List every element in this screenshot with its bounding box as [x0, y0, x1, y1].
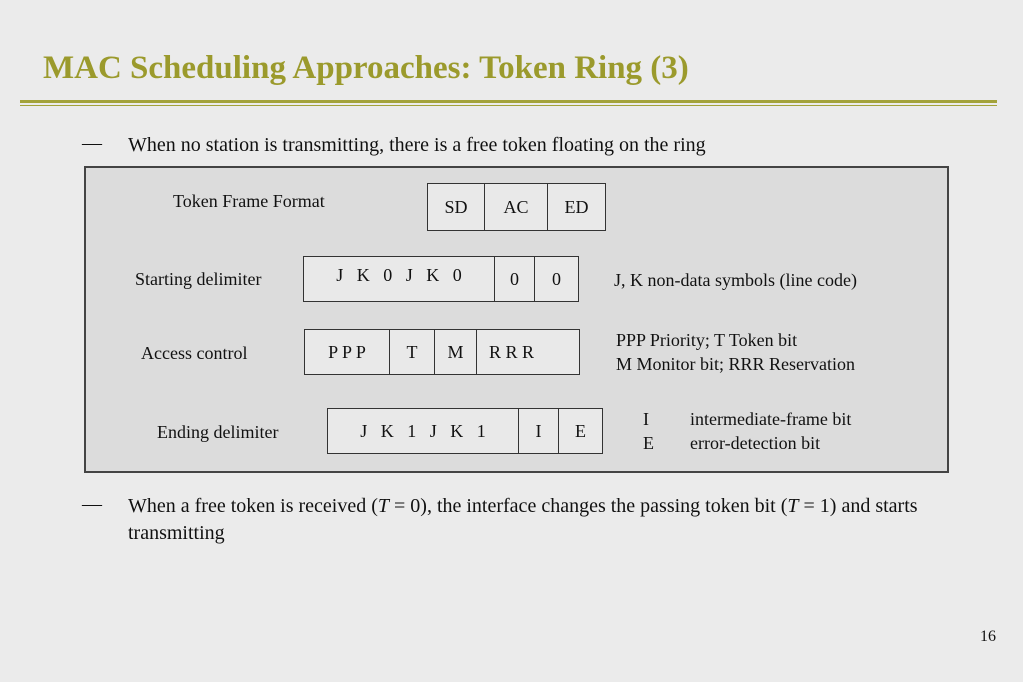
- ac-ppp: P P P: [328, 341, 366, 362]
- access-note-line2: M Monitor bit; RRR Reservation: [616, 354, 856, 374]
- access-note-line1: PPP Priority; T Token bit: [616, 330, 798, 350]
- field-ac: AC: [484, 184, 547, 230]
- bullet-text: When a free token is received (T = 0), the interface changes the passing token bit (T = 1) and starts transmitting: [128, 495, 918, 544]
- token-frame-format-label: Token Frame Format: [173, 191, 325, 211]
- token-frame-diagram: [84, 166, 949, 473]
- bullet-dash: —: [82, 493, 102, 515]
- field-ed: ED: [547, 184, 605, 230]
- ending-delimiter-box: [327, 408, 603, 454]
- sd-jk-bits: J K 0 J K 0: [336, 265, 462, 285]
- i-key: I: [643, 409, 649, 429]
- bullet-text: When no station is transmitting, there is a free token floating on the ring: [128, 134, 706, 156]
- ending-delimiter-label: Ending delimiter: [157, 422, 279, 442]
- ac-t: T: [389, 330, 434, 374]
- ac-rrr: R R R: [476, 330, 579, 374]
- ed-bit-e: E: [558, 409, 602, 453]
- title-rule: [20, 100, 997, 103]
- sd-bit-0b: 0: [534, 257, 578, 301]
- token-frame-box: [427, 183, 606, 231]
- page-number: 16: [980, 628, 996, 645]
- starting-delimiter-box: [303, 256, 579, 302]
- slide-title: MAC Scheduling Approaches: Token Ring (3): [43, 50, 689, 86]
- jk-note: J, K non-data symbols (line code): [614, 270, 857, 290]
- field-sd: SD: [444, 196, 468, 217]
- e-description: error-detection bit: [690, 433, 821, 453]
- ed-bit-i: I: [518, 409, 558, 453]
- starting-delimiter-label: Starting delimiter: [135, 269, 262, 289]
- access-control-box: [304, 329, 580, 375]
- i-description: intermediate-frame bit: [690, 409, 852, 429]
- ed-jk-bits: J K 1 J K 1: [360, 420, 486, 441]
- sd-bit-0a: 0: [494, 257, 534, 301]
- bullet-dash: —: [82, 132, 102, 154]
- access-control-label: Access control: [141, 343, 248, 363]
- title-rule-thin: [20, 105, 997, 106]
- e-key: E: [643, 433, 654, 453]
- ac-m: M: [434, 330, 476, 374]
